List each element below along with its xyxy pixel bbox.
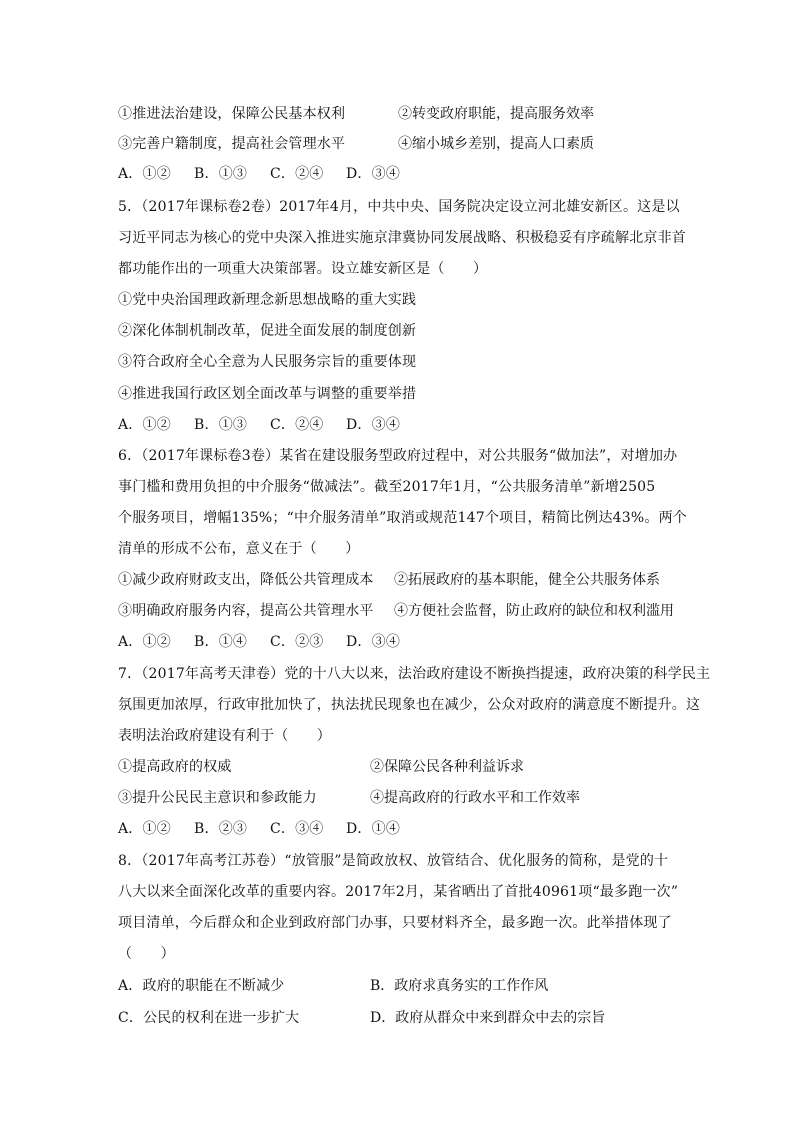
q5-option-1: ①党中央治国理政新理念新思想战略的重大实践 [118,292,417,308]
q4-answer-choices [118,164,400,184]
q4-option-3: ③完善户籍制度，提高社会管理水平 [118,136,346,152]
q8-stem-line-3: 项目清单，今后群众和企业到政府部门办事，只要材料齐全，最多跑一次。此举措体现了 [118,915,672,931]
q5-option-4: ④推进我国行政区划全面改革与调整的重要举措 [118,386,417,402]
q4-answer-b: B．①③ [194,166,248,182]
q4-option-1: ①推进法治建设，保障公民基本权利 [118,106,346,122]
q5-answer-d: D．③④ [346,417,401,433]
q6-answer-a: A．①② [118,634,171,650]
q4-answer-a: A．①② [118,166,171,182]
q7-answer-choices [118,819,400,839]
q4-answer-c: C．②④ [270,166,324,182]
q6-option-4: ④方便社会监督，防止政府的缺位和权利滥用 [394,603,674,619]
q6-stem-line-2: 事门槛和费用负担的中介服务“做减法”。截至2017年1月，“公共服务清单”新增2505 [118,479,656,495]
q6-answer-d: D．③④ [346,634,401,650]
q5-answer-c: C．②④ [270,417,324,433]
q6-stem-line-3: 个服务项目，增幅135%；“中介服务清单”取消或规范147个项目，精简比例达43%。两个 [118,510,687,526]
q7-answer-d: D．①④ [346,821,401,837]
q6-answer-b: B．①④ [194,634,248,650]
q8-stem-line-1: 8．（2017年高考江苏卷）“放管服”是简政放权、放管结合、优化服务的简称，是党的十 [118,853,669,869]
q8-stem-line-2: 八大以来全面深化改革的重要内容。2017年2月，某省晒出了首批40961项“最多跑一次” [118,884,679,900]
q4-option-4: ④缩小城乡差别，提高人口素质 [398,136,594,152]
q7-stem-line-3: 表明法治政府建设有利于（ ） [118,728,331,744]
q7-stem-line-1: 7．（2017年高考天津卷）党的十八大以来，法治政府建设不断换挡提速，政府决策的科学民主 [118,666,711,682]
q5-stem-line-1: 5．（2017年课标卷2卷）2017年4月，中共中央、国务院决定设立河北雄安新区。这是以 [118,199,680,215]
q8-stem-line-4: （ ） [118,946,175,962]
q7-option-1: ①提高政府的权威 [118,759,232,775]
q7-stem-line-2: 氛围更加浓厚，行政审批加快了，执法扰民现象也在减少，公众对政府的满意度不断提升。这 [118,697,701,713]
q7-option-3: ③提升公民民主意识和参政能力 [118,790,317,806]
q6-stem-line-4: 清单的形成不公布，意义在于（ ） [118,541,360,557]
q7-answer-a: A．①② [118,821,171,837]
q8-option-d: D．政府从群众中来到群众中去的宗旨 [370,1010,606,1026]
q6-stem-line-1: 6．（2017年课标卷3卷）某省在建设服务型政府过程中，对公共服务“做加法”，对增加办 [118,448,678,464]
q6-answer-choices [118,632,400,652]
q6-option-2: ②拓展政府的基本职能，健全公共服务体系 [394,572,660,588]
q5-answer-a: A．①② [118,417,171,433]
q7-answer-b: B．②③ [194,821,248,837]
q6-option-1: ①减少政府财政支出，降低公共管理成本 [118,572,374,588]
q5-answer-choices [118,415,400,435]
q8-option-b: B．政府求真务实的工作作风 [370,978,549,994]
q7-option-2: ②保障公民各种利益诉求 [370,759,524,775]
q6-option-3: ③明确政府服务内容，提高公共管理水平 [118,603,374,619]
q8-option-c: C．公民的权利在进一步扩大 [118,1010,300,1026]
q5-answer-b: B．①③ [194,417,248,433]
q4-option-2: ②转变政府职能，提高服务效率 [398,106,594,122]
q5-option-3: ③符合政府全心全意为人民服务宗旨的重要体现 [118,354,417,370]
q4-answer-d: D．③④ [346,166,401,182]
q8-option-a: A．政府的职能在不断减少 [118,978,285,994]
q6-answer-c: C．②③ [270,634,324,650]
q7-option-4: ④提高政府的行政水平和工作效率 [370,790,580,806]
q7-answer-c: C．③④ [270,821,324,837]
q5-stem-line-3: 都功能作出的一项重大决策部署。设立雄安新区是（ ） [118,261,488,277]
q5-stem-line-2: 习近平同志为核心的党中央深入推进实施京津冀协同发展战略、积极稳妥有序疏解北京非首 [118,230,686,246]
q5-option-2: ②深化体制机制改革，促进全面发展的制度创新 [118,323,417,339]
